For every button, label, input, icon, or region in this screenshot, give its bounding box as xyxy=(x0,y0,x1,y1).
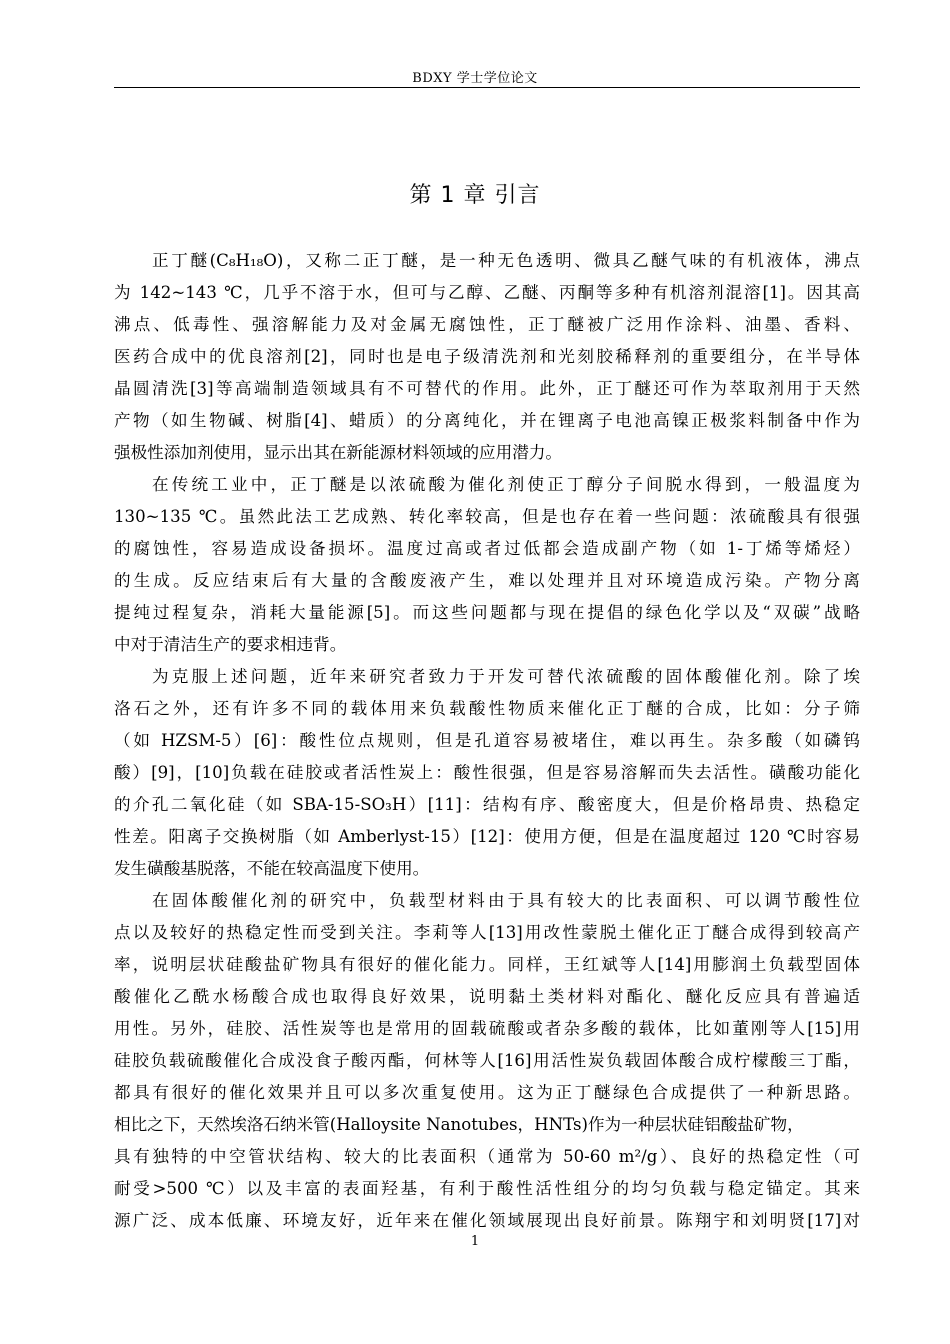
text-line: 相比之下，天然埃洛石纳米管(Halloysite Nanotubes，HNTs)作为一种层状硅铝酸盐矿物， xyxy=(114,1115,804,1134)
text-line: 沸点、低毒性、强溶解能力及对金属无腐蚀性，正丁醚被广泛用作涂料、油墨、香料、 xyxy=(114,315,860,334)
text-line: 点以及较好的热稳定性而受到关注。李莉等人[13]用改性蒙脱土催化正丁醚合成得到较高产 xyxy=(114,923,860,942)
text-line: 具有独特的中空管状结构、较大的比表面积（通常为 50-60 m²/g）、良好的热稳定性（可 xyxy=(114,1147,860,1166)
text-line: 硅胶负载硫酸催化合成没食子酸丙酯，何林等人[16]用活性炭负载固体酸合成柠檬酸三丁酯， xyxy=(114,1051,860,1070)
body-text xyxy=(114,245,860,1237)
text-line: 酸催化乙酰水杨酸合成也取得良好效果，说明黏土类材料对酯化、醚化反应具有普遍适 xyxy=(114,987,860,1006)
text-line: 的腐蚀性，容易造成设备损坏。温度过高或者过低都会造成副产物（如 1-丁烯等烯烃） xyxy=(114,539,860,558)
text-line: 耐受>500 ℃）以及丰富的表面羟基，有利于酸性活性组分的均匀负载与稳定锚定。其来 xyxy=(114,1179,860,1198)
text-line: 晶圆清洗[3]等高端制造领域具有不可替代的作用。此外，正丁醚还可作为萃取剂用于天然 xyxy=(114,379,860,398)
text-line: （如 HZSM-5）[6]：酸性位点规则，但是孔道容易被堵住，难以再生。杂多酸（如磷钨 xyxy=(114,731,860,750)
header-rule xyxy=(114,87,860,88)
text-line: 洛石之外，还有许多不同的载体用来负载酸性物质来催化正丁醚的合成，比如：分子筛 xyxy=(114,699,860,718)
text-line: 产物（如生物碱、树脂[4]、蜡质）的分离纯化，并在锂离子电池高镍正极浆料制备中作为 xyxy=(114,411,860,430)
chapter-title: 第 1 章 引言 xyxy=(409,183,541,208)
text-line: 强极性添加剂使用，显示出其在新能源材料领域的应用潜力。 xyxy=(114,443,563,462)
text-line: 都具有很好的催化效果并且可以多次重复使用。这为正丁醚绿色合成提供了一种新思路。 xyxy=(114,1083,860,1102)
text-line: 正丁醚(C₈H₁₈O)，又称二正丁醚，是一种无色透明、微具乙醚气味的有机液体，沸点 xyxy=(152,251,860,270)
text-line: 中对于清洁生产的要求相违背。 xyxy=(114,635,347,654)
text-line: 130~135 ℃。虽然此法工艺成熟、转化率较高，但是也存在着一些问题：浓硫酸具有很强 xyxy=(114,507,860,526)
page-number: 1 xyxy=(470,1234,480,1249)
text-line: 在传统工业中，正丁醚是以浓硫酸为催化剂使正丁醇分子间脱水得到，一般温度为 xyxy=(152,475,860,494)
text-line: 源广泛、成本低廉、环境友好，近年来在催化领域展现出良好前景。陈翔宇和刘明贤[17]对 xyxy=(114,1211,860,1230)
text-line: 酸）[9]，[10]负载在硅胶或者活性炭上：酸性很强，但是容易溶解而失去活性。磺酸功能化 xyxy=(114,763,860,782)
text-line: 的介孔二氧化硅（如 SBA-15-SO₃H）[11]：结构有序、酸密度大，但是价格昂贵、热稳定 xyxy=(114,795,860,814)
running-header: BDXY 学士学位论文 xyxy=(412,71,538,86)
text-line: 在固体酸催化剂的研究中，负载型材料由于具有较大的比表面积、可以调节酸性位 xyxy=(152,891,860,910)
text-line: 的生成。反应结束后有大量的含酸废液产生，难以处理并且对环境造成污染。产物分离 xyxy=(114,571,860,590)
text-line: 发生磺酸基脱落，不能在较高温度下使用。 xyxy=(114,859,430,878)
text-line: 为克服上述问题，近年来研究者致力于开发可替代浓硫酸的固体酸催化剂。除了埃 xyxy=(152,667,860,686)
text-line: 为 142~143 ℃，几乎不溶于水，但可与乙醇、乙醚、丙酮等多种有机溶剂混溶[1]。因其高 xyxy=(114,283,860,302)
text-line: 性差。阳离子交换树脂（如 Amberlyst-15）[12]：使用方便，但是在温度超过 120 ℃时容易 xyxy=(114,827,860,846)
text-line: 率，说明层状硅酸盐矿物具有很好的催化能力。同样，王红斌等人[14]用膨润土负载型固体 xyxy=(114,955,860,974)
text-line: 医药合成中的优良溶剂[2]，同时也是电子级清洗剂和光刻胶稀释剂的重要组分，在半导体 xyxy=(114,347,860,366)
text-line: 用性。另外，硅胶、活性炭等也是常用的固载硫酸或者杂多酸的载体，比如董刚等人[15]用 xyxy=(114,1019,860,1038)
text-line: 提纯过程复杂，消耗大量能源[5]。而这些问题都与现在提倡的绿色化学以及“双碳”战略 xyxy=(114,603,860,622)
